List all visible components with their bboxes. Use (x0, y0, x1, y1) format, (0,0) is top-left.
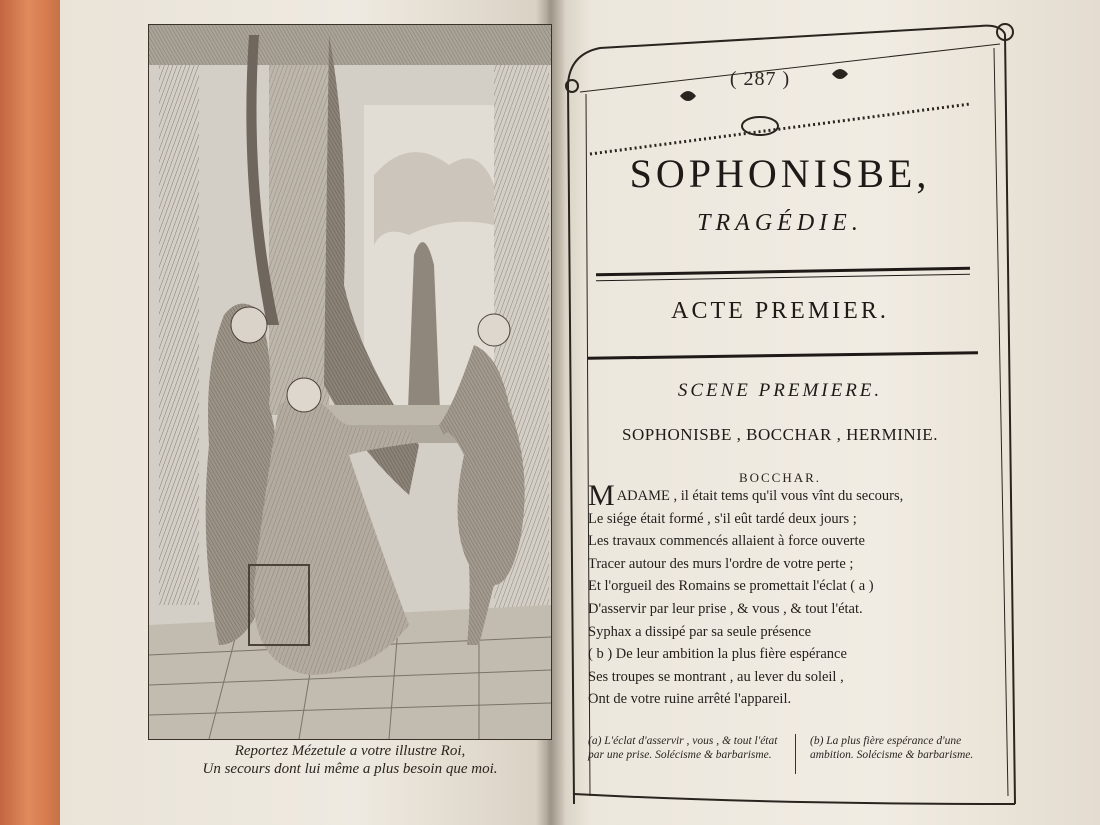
verse-line: Et l'orgueil des Romains se promettait l'éclat ( a ) (588, 578, 874, 595)
character-list: SOPHONISBE , BOCCHAR , HERMINIE. (622, 425, 938, 444)
engraving-caption (160, 742, 540, 778)
flourish-right-icon (832, 69, 848, 79)
play-genre: TRAGÉDIE. (697, 210, 863, 236)
verse-line: Syphax a dissipé par sa seule présence (588, 623, 812, 640)
page-number: ( 287 ) (729, 68, 791, 90)
footnote-b: (b) La plus fière espérance d'une ambition. Solécisme & barbarisme. (810, 735, 974, 761)
caption-line-2: Un secours dont lui même a plus besoin que moi. (202, 761, 498, 777)
engraving-illustration (148, 24, 552, 740)
verse-line: Ses troupes se montrant , au lever du soleil , (588, 668, 844, 685)
verse-line: Tracer autour des murs l'ordre de votre perte ; (588, 555, 854, 572)
left-column (159, 25, 199, 605)
footnotes (588, 734, 988, 780)
scene-heading: SCENE PREMIERE. (677, 380, 883, 401)
drop-capital: M (588, 479, 615, 512)
verse-line: Le siége était formé , s'il eût tardé deux jours ; (588, 510, 857, 527)
act-heading: ACTE PREMIER. (671, 298, 889, 324)
verse-line: D'asservir par leur prise , & vous , & tout l'état. (588, 600, 863, 617)
verse-line: ( b ) De leur ambition la plus fière espérance (588, 646, 847, 663)
play-title: SOPHONISBE, (629, 151, 931, 196)
flourish-left-icon (680, 91, 696, 101)
verse-text (588, 479, 988, 711)
verse-line: Ont de votre ruine arrêté l'appareil. (588, 691, 792, 708)
footnote-a: (a) L'éclat d'asservir , vous , & tout l'état par une prise. Solécisme & barbarisme. (588, 735, 778, 761)
caption-line-1: Reportez Mézetule a votre illustre Roi, (234, 743, 466, 759)
engraving-scene (149, 25, 551, 739)
footnote-divider (795, 734, 796, 774)
verse-line: MADAME , il était tems qu'il vous vînt du secours, (588, 479, 904, 512)
speaker-name: BOCCHAR. (738, 470, 822, 485)
verse-line: Les travaux commencés allaient à force ouverte (588, 533, 865, 550)
